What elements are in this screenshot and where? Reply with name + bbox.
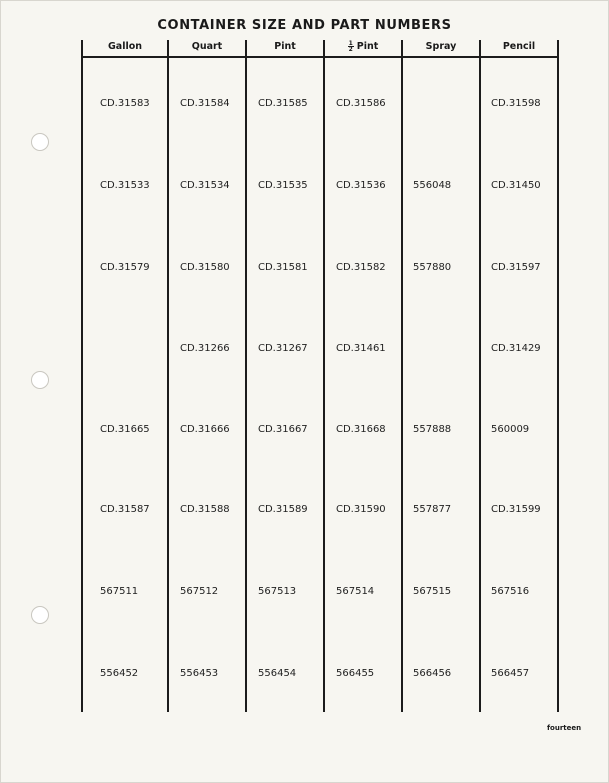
table-cell: 566456 bbox=[413, 668, 452, 679]
table-cell: CD.31461 bbox=[336, 343, 386, 354]
table-cell: CD.31581 bbox=[258, 262, 308, 273]
table-cell: CD.31589 bbox=[258, 504, 308, 515]
binder-hole bbox=[31, 371, 49, 389]
table-cell: 567513 bbox=[258, 586, 297, 597]
table-cell: 560009 bbox=[491, 424, 530, 435]
half-fraction: $\frac{1}{2}$ bbox=[348, 40, 353, 53]
table-cell: CD.31579 bbox=[100, 262, 150, 273]
table-cell: 566455 bbox=[336, 668, 375, 679]
table-cell: 567511 bbox=[100, 586, 139, 597]
table-cell: 567515 bbox=[413, 586, 452, 597]
table-cell: 556453 bbox=[180, 668, 219, 679]
column-rule bbox=[323, 40, 325, 712]
column-header-pint: Pint bbox=[274, 41, 296, 52]
table-cell: CD.31583 bbox=[100, 98, 150, 109]
table-cell: 556452 bbox=[100, 668, 139, 679]
table-cell: CD.31429 bbox=[491, 343, 541, 354]
column-header-half-pint: $\frac{1}{2}$ Pint bbox=[348, 40, 379, 53]
table-cell: CD.31586 bbox=[336, 98, 386, 109]
table-cell: CD.31598 bbox=[491, 98, 541, 109]
table-cell: CD.31267 bbox=[258, 343, 308, 354]
table-cell: CD.31587 bbox=[100, 504, 150, 515]
table-cell: CD.31667 bbox=[258, 424, 308, 435]
table-cell: CD.31533 bbox=[100, 180, 150, 191]
table-cell: 556048 bbox=[413, 180, 452, 191]
column-header-gallon: Gallon bbox=[107, 41, 142, 52]
column-header-pencil: Pencil bbox=[502, 41, 536, 52]
column-header-quart: Quart bbox=[191, 41, 223, 52]
column-rule bbox=[557, 40, 559, 712]
binder-hole bbox=[31, 133, 49, 151]
table-cell: 557888 bbox=[413, 424, 452, 435]
column-rule bbox=[479, 40, 481, 712]
table-cell: 556454 bbox=[258, 668, 297, 679]
table-cell: 567514 bbox=[336, 586, 375, 597]
table-cell: CD.31450 bbox=[491, 180, 541, 191]
column-header-spray: Spray bbox=[425, 41, 457, 52]
table-cell: CD.31534 bbox=[180, 180, 230, 191]
table-cell: 567516 bbox=[491, 586, 530, 597]
binder-hole bbox=[31, 606, 49, 624]
table-cell: CD.31665 bbox=[100, 424, 150, 435]
table-cell: CD.31585 bbox=[258, 98, 308, 109]
table-cell: CD.31597 bbox=[491, 262, 541, 273]
table-cell: CD.31535 bbox=[258, 180, 308, 191]
table-cell: 557877 bbox=[413, 504, 452, 515]
table-cell: CD.31536 bbox=[336, 180, 386, 191]
column-rule bbox=[167, 40, 169, 712]
table-cell: CD.31668 bbox=[336, 424, 386, 435]
column-rule bbox=[81, 40, 83, 712]
page-number: fourteen bbox=[547, 724, 582, 732]
table-cell: CD.31584 bbox=[180, 98, 230, 109]
page-title: CONTAINER SIZE AND PART NUMBERS bbox=[157, 18, 452, 33]
table-cell: CD.31666 bbox=[180, 424, 230, 435]
column-rule bbox=[245, 40, 247, 712]
table-cell: CD.31588 bbox=[180, 504, 230, 515]
header-rule bbox=[81, 56, 557, 58]
table-cell: CD.31582 bbox=[336, 262, 386, 273]
column-rule bbox=[401, 40, 403, 712]
table-cell: CD.31590 bbox=[336, 504, 386, 515]
table-cell: 567512 bbox=[180, 586, 219, 597]
table-cell: 566457 bbox=[491, 668, 530, 679]
table-cell: CD.31580 bbox=[180, 262, 230, 273]
table-cell: 557880 bbox=[413, 262, 452, 273]
table-cell: CD.31266 bbox=[180, 343, 230, 354]
table-cell: CD.31599 bbox=[491, 504, 541, 515]
